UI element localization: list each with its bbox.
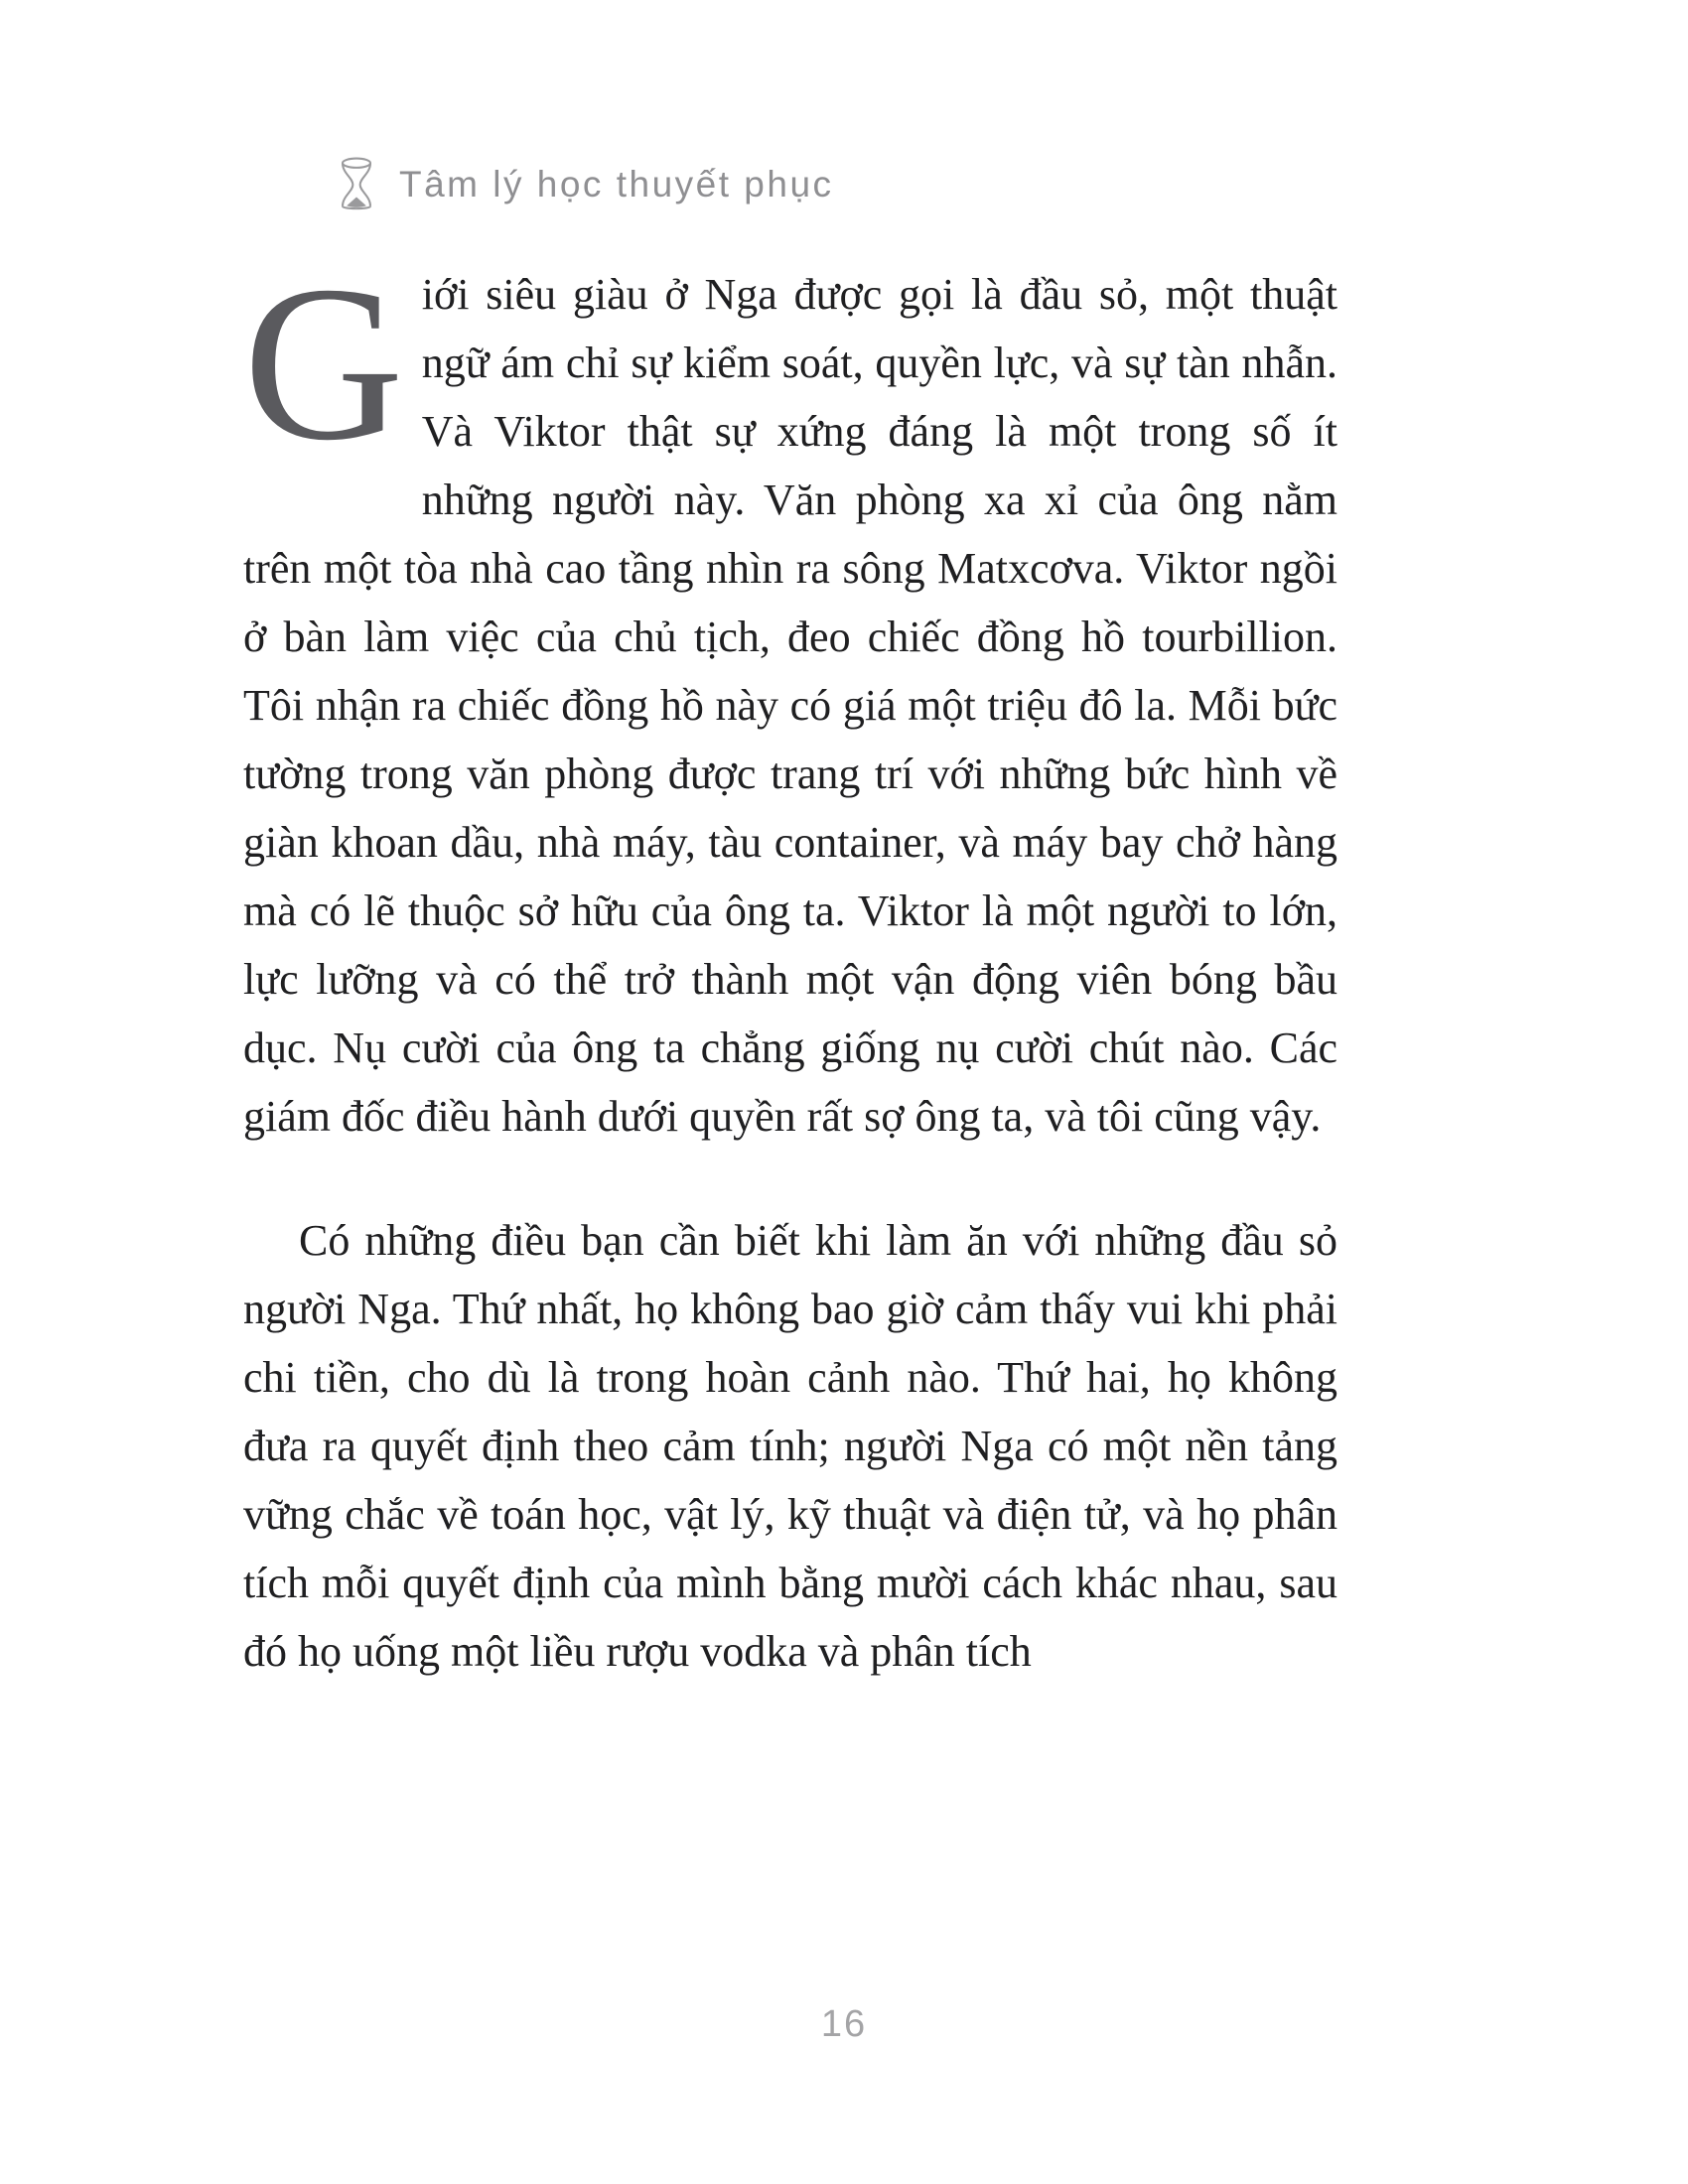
- paragraph-2: [243, 1206, 1337, 1686]
- paragraph-2-text: Có những điều bạn cần biết khi làm ăn với những đầu sỏ người Nga. Thứ nhất, họ không bao giờ cảm thấy vui khi phải chi tiền, cho dù là trong hoàn cảnh nào. Thứ hai, họ không đưa ra quyết định theo cảm tính; người Nga có một nền tảng vững chắc về toán học, vật lý, kỹ thuật và điện tử, và họ phân tích mỗi quyết định của mình bằng mười cách khác nhau, sau đó họ uống một liều rượu vodka và phân tích: [243, 1216, 1337, 1676]
- page-number: 16: [820, 2003, 868, 2045]
- body-text: [243, 240, 1337, 1686]
- drop-cap: G: [243, 240, 404, 486]
- running-header-title: Tâm lý học thuyết phục: [399, 164, 834, 205]
- running-header: [334, 157, 834, 212]
- paragraph-1: [243, 240, 1337, 1151]
- paragraph-1-text: iới siêu giàu ở Nga được gọi là đầu sỏ, một thuật ngữ ám chỉ sự kiểm soát, quyền lực, và sự tàn nhẫn. Và Viktor thật sự xứng đáng là một trong số ít những người này. Văn phòng xa xỉ của ông nằm trên một tòa nhà cao tầng nhìn ra sông Matxcơva. Viktor ngồi ở bàn làm việc của chủ tịch, đeo chiếc đồng hồ tourbillion. Tôi nhận ra chiếc đồng hồ này có giá một triệu đô la. Mỗi bức tường trong văn phòng được trang trí với những bức hình về giàn khoan dầu, nhà máy, tàu container, và máy bay chở hàng mà có lẽ thuộc sở hữu của ông ta. Viktor là một người to lớn, lực lưỡng và có thể trở thành một vận động viên bóng bầu dục. Nụ cười của ông ta chẳng giống nụ cười chút nào. Các giám đốc điều hành dưới quyền rất sợ ông ta, và tôi cũng vậy.: [243, 270, 1337, 1141]
- hourglass-icon: [334, 157, 379, 212]
